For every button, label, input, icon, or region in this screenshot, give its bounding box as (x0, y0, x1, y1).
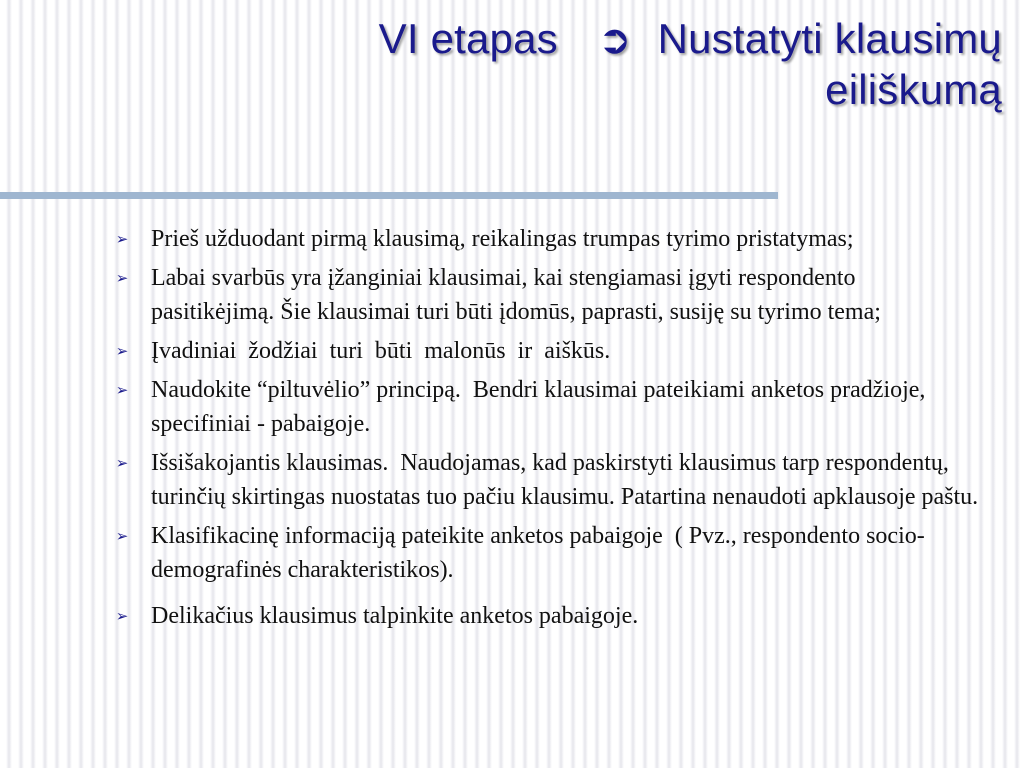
bullet-item (0, 446, 1024, 514)
bullet-item (0, 261, 1024, 329)
title-divider (0, 192, 778, 199)
arrow-right-icon: ➲ (597, 18, 632, 62)
bullet-text: Delikačius klausimus talpinkite anketos pabaigoje. (151, 603, 639, 629)
bullet-text: Klasifikacinę informaciją pateikite anketos pabaigoje ( Pvz., respondento socio-demografinės charakteristikos). (151, 523, 925, 583)
bullet-item (0, 599, 1024, 633)
chevron-right-icon: ➢ (115, 230, 129, 248)
bullet-item (0, 334, 1024, 368)
bullet-list (0, 222, 1024, 638)
bullet-text: Įvadiniai žodžiai turi būti malonūs ir aiškūs. (151, 338, 611, 364)
bullet-item (0, 373, 1024, 441)
chevron-right-icon: ➢ (115, 269, 129, 287)
title-stage: VI etapas (378, 15, 558, 62)
bullet-text: Naudokite “piltuvėlio” principą. Bendri klausimai pateikiami anketos pradžioje, specifiniai - pabaigoje. (151, 377, 932, 437)
slide-title (102, 14, 1002, 115)
chevron-right-icon: ➢ (115, 381, 129, 399)
bullet-text: Išsišakojantis klausimas. Naudojamas, kad paskirstyti klausimus tarp respondentų, turinčių skirtingas nuostatas tuo pačiu klausimu. Patartina nenaudoti apklausoje paštu. (151, 450, 979, 510)
title-line-1 (102, 14, 1002, 65)
chevron-right-icon: ➢ (115, 607, 129, 625)
bullet-item (0, 519, 1024, 587)
bullet-item (0, 222, 1024, 256)
chevron-right-icon: ➢ (115, 454, 129, 472)
bullet-text: Prieš užduodant pirmą klausimą, reikalingas trumpas tyrimo pristatymas; (151, 226, 854, 252)
title-main: Nustatyti klausimų (657, 15, 1002, 62)
bullet-text: Labai svarbūs yra įžanginiai klausimai, kai stengiamasi įgyti respondento pasitikėjimą. Šie klausimai turi būti įdomūs, paprasti, susiję su tyrimo tema; (151, 265, 881, 325)
title-line-2: eiliškumą (825, 66, 1002, 113)
chevron-right-icon: ➢ (115, 342, 129, 360)
chevron-right-icon: ➢ (115, 527, 129, 545)
